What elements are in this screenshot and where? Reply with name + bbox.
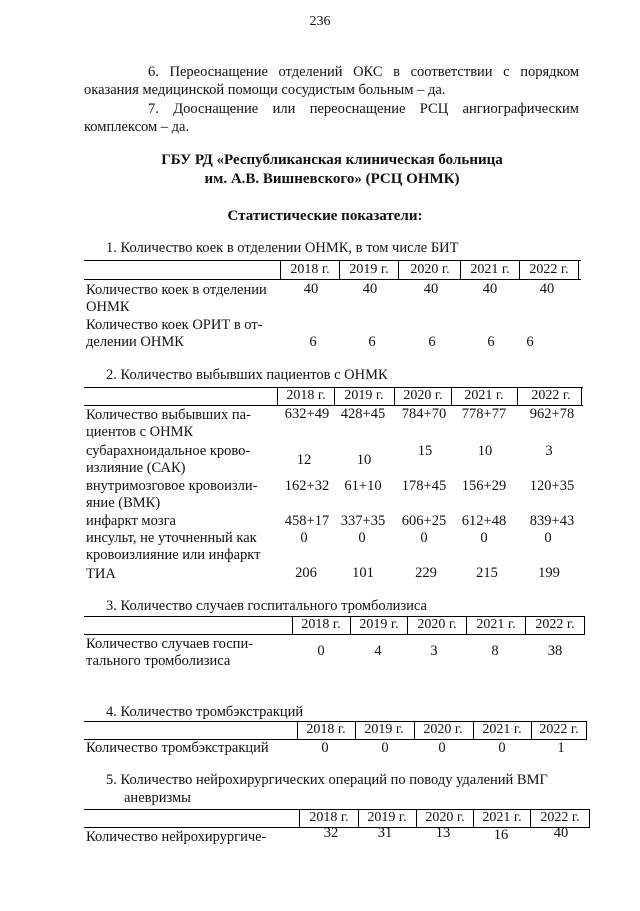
table5-title-line2: аневризмы: [124, 790, 191, 806]
table2-row1-value-2019: 428+45: [340, 406, 386, 422]
table2-row6-value-2019: 101: [352, 565, 374, 581]
table1-row2-value-2021: 6: [487, 334, 495, 350]
table2-row5-label-line1: инсульт, не уточненный как: [86, 530, 257, 546]
table2-row5-value-2018: 0: [300, 530, 308, 546]
table1-title: 1. Количество коек в отделении ОНМК, в том числе БИТ: [106, 240, 459, 256]
table1-year-2019: 2019 г.: [349, 262, 389, 277]
table4-year-2020: 2020 г.: [423, 722, 463, 737]
table4-row1-value-2020: 0: [438, 740, 446, 756]
table-column-rule: [517, 387, 518, 405]
table-column-rule: [414, 721, 415, 739]
table1-row1-label-line1: Количество коек в отделении: [86, 282, 267, 298]
table3-year-2019: 2019 г.: [359, 617, 399, 632]
table3-rule-bottom: [84, 634, 585, 635]
table4-year-2018: 2018 г.: [306, 722, 346, 737]
table2-row1-value-2022: 962+78: [529, 406, 575, 422]
table-column-rule: [586, 721, 587, 739]
table1-rule-top: [84, 260, 581, 261]
table5-row1-value-2019: 31: [377, 825, 393, 841]
table3-row1-value-2019: 4: [374, 643, 382, 659]
table2-row5-value-2020: 0: [420, 530, 428, 546]
table2-row2-value-2018: 12: [296, 452, 312, 468]
table3-row1-label-line1: Количество случаев госпи-: [86, 636, 254, 652]
table2-row3-label-line2: яние (ВМК): [86, 495, 161, 511]
hospital-title-line-2: им. А.В. Вишневского» (РСЦ ОНМК): [204, 171, 460, 187]
table2-year-2018: 2018 г.: [286, 388, 326, 403]
table2-row2-value-2022: 3: [545, 443, 553, 459]
table-column-rule: [530, 809, 531, 827]
table-column-rule: [280, 260, 281, 279]
table-column-rule: [581, 387, 582, 405]
table1-year-2022: 2022 г.: [529, 262, 569, 277]
table1-row2-value-2019: 6: [368, 334, 376, 350]
table2-row6-value-2021: 215: [476, 565, 498, 581]
table4-year-2022: 2022 г.: [539, 722, 579, 737]
table5-year-2019: 2019 г.: [367, 810, 407, 825]
table1-row2-value-2022: 6: [526, 334, 534, 350]
table-column-rule: [460, 260, 461, 279]
table-column-rule: [297, 721, 298, 739]
table2-row3-value-2020: 178+45: [401, 478, 447, 494]
table1-rule-bottom: [84, 279, 581, 280]
table-column-rule: [355, 721, 356, 739]
table3-row1-value-2018: 0: [317, 643, 325, 659]
table-column-rule: [277, 387, 278, 405]
intro-item-7: 7. Дооснащение или переоснащение РСЦ ангиографическим комплексом – да.: [84, 101, 579, 135]
table3-row1-label-line2: тального тромболизиса: [86, 653, 231, 669]
table2-row3-value-2022: 120+35: [529, 478, 575, 494]
table3-title: 3. Количество случаев госпитального тромболизиса: [106, 598, 427, 614]
table2-row5-value-2021: 0: [480, 530, 488, 546]
table4-row1-value-2022: 1: [557, 740, 565, 756]
table2-row4-value-2022: 839+43: [529, 513, 575, 529]
table2-row5-value-2022: 0: [544, 530, 552, 546]
table2-title: 2. Количество выбывших пациентов с ОНМК: [106, 367, 388, 383]
table2-row3-value-2018: 162+32: [284, 478, 330, 494]
table5-row1-value-2020: 13: [435, 825, 451, 841]
table4-row1-value-2021: 0: [498, 740, 506, 756]
table2-row5-label-line2: кровоизлияние или инфаркт: [86, 547, 261, 563]
table2-row1-value-2020: 784+70: [401, 406, 447, 422]
table-column-rule: [407, 616, 408, 634]
table1-row2-label-line2: делении ОНМК: [86, 334, 184, 350]
table2-row1-value-2018: 632+49: [284, 406, 330, 422]
table4-year-2021: 2021 г.: [482, 722, 522, 737]
table2-row6-label: ТИА: [86, 566, 116, 582]
table-column-rule: [334, 387, 335, 405]
table-column-rule: [398, 260, 399, 279]
table1-year-2021: 2021 г.: [470, 262, 510, 277]
table5-year-2020: 2020 г.: [425, 810, 465, 825]
table1-row1-value-2021: 40: [482, 281, 498, 297]
table3-row1-value-2020: 3: [430, 643, 438, 659]
table2-row6-value-2022: 199: [538, 565, 560, 581]
table3-year-2021: 2021 г.: [476, 617, 516, 632]
table2-year-2021: 2021 г.: [464, 388, 504, 403]
table1-row2-value-2020: 6: [428, 334, 436, 350]
table1-year-2018: 2018 г.: [290, 262, 330, 277]
table2-row1-value-2021: 778+77: [461, 406, 507, 422]
table-column-rule: [531, 721, 532, 739]
table2-row4-value-2021: 612+48: [461, 513, 507, 529]
table2-row2-value-2019: 10: [356, 452, 372, 468]
table5-row1-value-2021: 16: [493, 827, 509, 843]
table4-year-2019: 2019 г.: [364, 722, 404, 737]
table-column-rule: [292, 616, 293, 634]
table-column-rule: [584, 616, 585, 634]
table2-row6-value-2018: 206: [295, 565, 317, 581]
table-column-rule: [525, 616, 526, 634]
table1-year-2020: 2020 г.: [410, 262, 450, 277]
table2-row3-value-2021: 156+29: [461, 478, 507, 494]
table3-row1-value-2021: 8: [491, 643, 499, 659]
table-column-rule: [339, 260, 340, 279]
table4-row1-value-2019: 0: [381, 740, 389, 756]
table1-row2-label-line1: Количество коек ОРИТ в от-: [86, 317, 263, 333]
table3-year-2018: 2018 г.: [301, 617, 341, 632]
table2-row1-label-line2: циентов с ОНМК: [86, 424, 194, 440]
table2-row6-value-2020: 229: [415, 565, 437, 581]
table5-year-2018: 2018 г.: [309, 810, 349, 825]
table2-year-2020: 2020 г.: [403, 388, 443, 403]
table-column-rule: [416, 809, 417, 827]
table3-year-2022: 2022 г.: [535, 617, 575, 632]
table2-row3-label-line1: внутримозговое кровоизли-: [86, 478, 258, 494]
table-column-rule: [473, 721, 474, 739]
table-column-rule: [299, 809, 300, 827]
table5-row1-label: Количество нейрохирургиче-: [86, 829, 267, 845]
table-column-rule: [519, 260, 520, 279]
table-column-rule: [350, 616, 351, 634]
table5-year-2022: 2022 г.: [540, 810, 580, 825]
table1-row2-value-2018: 6: [309, 334, 317, 350]
table2-row5-value-2019: 0: [358, 530, 366, 546]
table2-year-2019: 2019 г.: [344, 388, 384, 403]
table-column-rule: [589, 809, 590, 827]
table-column-rule: [466, 616, 467, 634]
table1-row1-value-2019: 40: [362, 281, 378, 297]
table2-row3-value-2019: 61+10: [344, 478, 382, 494]
table2-row4-value-2020: 606+25: [401, 513, 447, 529]
table2-row4-label: инфаркт мозга: [86, 513, 176, 529]
table4-row1-label: Количество тромбэкстракций: [86, 740, 269, 756]
table2-year-2022: 2022 г.: [531, 388, 571, 403]
table5-year-2021: 2021 г.: [482, 810, 522, 825]
table-column-rule: [358, 809, 359, 827]
table2-row2-value-2020: 15: [417, 443, 433, 459]
table4-title: 4. Количество тромбэкстракций: [106, 704, 304, 720]
table2-row4-value-2018: 458+17: [284, 513, 330, 529]
table-column-rule: [451, 387, 452, 405]
table5-title-line1: 5. Количество нейрохирургических операций по поводу удалений ВМГ: [106, 772, 548, 788]
table1-row1-value-2018: 40: [303, 281, 319, 297]
table-column-rule: [473, 809, 474, 827]
table2-row2-value-2021: 10: [477, 443, 493, 459]
table3-year-2020: 2020 г.: [417, 617, 457, 632]
intro-item-6: 6. Переоснащение отделений ОКС в соответствии с порядком оказания медицинской помощи сосудистым больным – да.: [84, 64, 579, 98]
table1-row1-label-line2: ОНМК: [86, 299, 130, 315]
table1-row1-value-2022: 40: [539, 281, 555, 297]
stats-title: Статистические показатели:: [227, 208, 423, 224]
table1-row1-value-2020: 40: [423, 281, 439, 297]
table-column-rule: [394, 387, 395, 405]
table2-row4-value-2019: 337+35: [340, 513, 386, 529]
table5-row1-value-2018: 32: [323, 825, 339, 841]
table-column-rule: [578, 260, 579, 279]
table2-row2-label-line1: субарахноидальное крово-: [86, 443, 251, 459]
table5-row1-value-2022: 40: [553, 825, 569, 841]
table4-row1-value-2018: 0: [321, 740, 329, 756]
page-number: 236: [309, 14, 331, 29]
table2-row1-label-line1: Количество выбывших па-: [86, 407, 251, 423]
table2-row2-label-line2: излияние (САК): [86, 460, 186, 476]
table3-row1-value-2022: 38: [547, 643, 563, 659]
hospital-title-line-1: ГБУ РД «Республиканская клиническая больница: [161, 152, 503, 168]
